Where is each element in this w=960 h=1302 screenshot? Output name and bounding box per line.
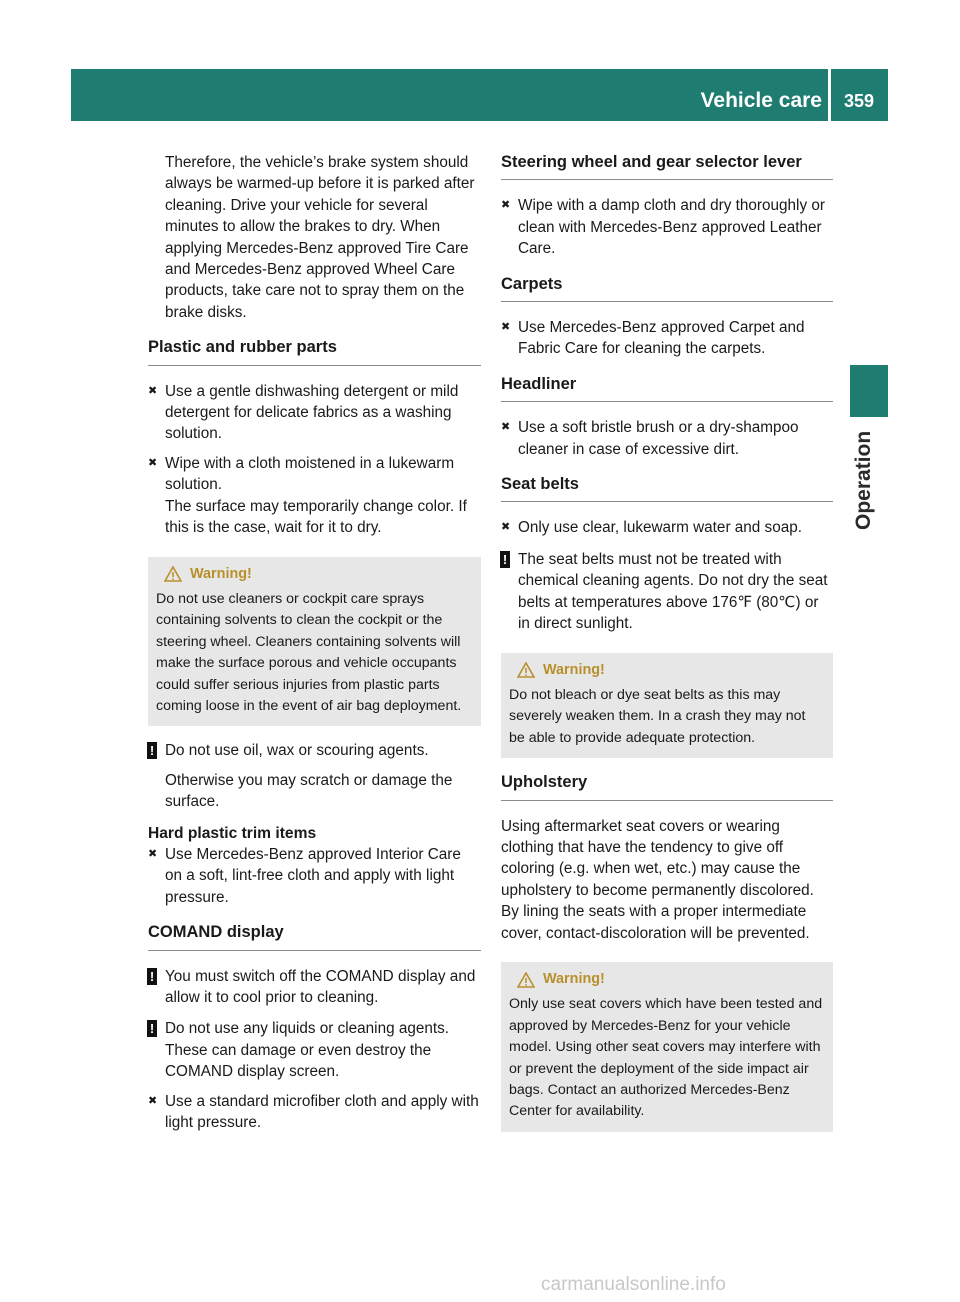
list-item-text: Use Mercedes-Benz approved Interior Care on a soft, lint-free cloth and apply with light pressure. xyxy=(165,845,461,906)
intro-paragraph: Therefore, the vehicle’s brake system should always be warmed-up before it is parked after cleaning. Drive your vehicle for several minutes to allow the brakes to dry. When applying Mercedes-Benz approved Tire Care and Mercedes-Benz approved Wheel Care products, take care not to spray them on the brake disks. xyxy=(165,154,475,321)
warning-header xyxy=(517,969,825,990)
header-bar xyxy=(71,69,888,121)
arrow-icon: ✖ xyxy=(148,847,158,860)
heading-comand-display: COMAND display xyxy=(148,922,481,950)
note-text: Do not use oil, wax or scouring agents. xyxy=(165,742,429,760)
arrow-icon: ✖ xyxy=(148,384,158,397)
heading-headliner: Headliner xyxy=(501,374,833,402)
note-continuation: Otherwise you may scratch or damage the surface. xyxy=(165,771,453,811)
arrow-icon: ✖ xyxy=(148,1094,158,1107)
warning-box xyxy=(148,557,481,727)
list-item xyxy=(501,317,833,360)
warning-text: Only use seat covers which have been tested and approved by Mercedes-Benz for your vehicle model. Using other seat covers may interfere with or prevent the deployment of the side impact air bags. Contact an authorized Mercedes-Benz Center for availability. xyxy=(509,996,823,1120)
list-item xyxy=(148,1091,481,1134)
warning-title: Warning! xyxy=(543,970,605,987)
list-item-text: Only use clear, lukewarm water and soap. xyxy=(518,519,802,537)
warning-title: Warning! xyxy=(190,565,252,582)
section-title: Vehicle care xyxy=(700,89,822,112)
list-item-text: Wipe with a cloth moistened in a lukewarm solution. The surface may temporarily change color. If this is the case, wait for it to dry. xyxy=(165,454,467,537)
warning-box xyxy=(501,653,833,759)
right-column xyxy=(501,152,833,1146)
note xyxy=(148,966,481,1009)
list-item xyxy=(501,195,833,259)
arrow-icon: ✖ xyxy=(501,199,511,212)
warning-text: Do not use cleaners or cockpit care sprays containing solvents to clean the cockpit or the steering wheel. Cleaners containing solvents will make the surface porous and vehicle occupants could suffer serious injuries from plastic parts coming loose in the event of air bag deployment. xyxy=(156,590,462,714)
note xyxy=(501,549,833,635)
list-item-text: Use Mercedes-Benz approved Carpet and Fabric Care for cleaning the carpets. xyxy=(518,319,805,358)
arrow-icon: ✖ xyxy=(501,421,511,434)
page-number: 359 xyxy=(843,91,875,111)
warning-triangle-icon xyxy=(164,566,182,582)
header-divider xyxy=(828,69,831,121)
arrow-icon: ✖ xyxy=(501,521,511,534)
list-item-text: Use a soft bristle brush or a dry-shampoo cleaner in case of excessive dirt. xyxy=(518,419,799,458)
heading-carpets: Carpets xyxy=(501,274,833,302)
note-text: Do not use any liquids or cleaning agents. These can damage or even destroy the COMAND display screen. xyxy=(165,1020,450,1081)
list-item-text: Use a gentle dishwashing detergent or mild detergent for delicate fabrics as a washing solution. xyxy=(165,382,459,443)
list-item xyxy=(501,417,833,460)
exclamation-icon: ! xyxy=(500,551,510,568)
upholstery-paragraph: Using aftermarket seat covers or wearing clothing that have the tendency to give off coloring (e.g. when wet, etc.) may cause the upholstery to become permanently discolored. By lining the seats with a proper intermediate cover, contact-discoloration will be prevented. xyxy=(501,817,814,942)
warning-header xyxy=(517,660,825,681)
exclamation-icon: ! xyxy=(147,742,157,759)
list-item xyxy=(148,844,481,908)
note xyxy=(148,740,481,761)
left-column xyxy=(148,152,481,1141)
side-tab-marker xyxy=(850,365,888,417)
note-text: The seat belts must not be treated with chemical cleaning agents. Do not dry the seat belts at temperatures above 176℉ (80℃) or in direct sunlight. xyxy=(518,550,828,633)
list-item-text: Use a standard microfiber cloth and apply with light pressure. xyxy=(165,1092,479,1132)
list-item xyxy=(148,381,481,445)
warning-triangle-icon xyxy=(517,662,535,678)
note xyxy=(148,1018,481,1082)
arrow-icon: ✖ xyxy=(148,456,158,469)
heading-hard-plastic: Hard plastic trim items xyxy=(148,824,317,842)
warning-triangle-icon xyxy=(517,972,535,988)
exclamation-icon: ! xyxy=(147,1020,157,1037)
warning-box xyxy=(501,962,833,1132)
list-item xyxy=(148,453,481,539)
heading-upholstery: Upholstery xyxy=(501,772,833,800)
warning-title: Warning! xyxy=(543,661,605,678)
heading-steering-wheel: Steering wheel and gear selector lever xyxy=(501,152,833,180)
list-item-text: Wipe with a damp cloth and dry thoroughly or clean with Mercedes-Benz approved Leather Care. xyxy=(518,197,825,258)
exclamation-icon: ! xyxy=(147,968,157,985)
warning-header xyxy=(164,564,473,585)
watermark-link[interactable]: carmanualsonline.info xyxy=(541,1274,726,1295)
list-item xyxy=(501,517,833,538)
warning-text: Do not bleach or dye seat belts as this may severely weaken them. In a crash they may not be able to provide adequate protection. xyxy=(509,686,806,746)
heading-plastic-rubber: Plastic and rubber parts xyxy=(148,337,481,365)
note-text: You must switch off the COMAND display and allow it to cool prior to cleaning. xyxy=(165,967,476,1006)
arrow-icon: ✖ xyxy=(501,321,511,334)
side-tab-label: Operation xyxy=(852,431,875,531)
heading-seat-belts: Seat belts xyxy=(501,474,833,502)
